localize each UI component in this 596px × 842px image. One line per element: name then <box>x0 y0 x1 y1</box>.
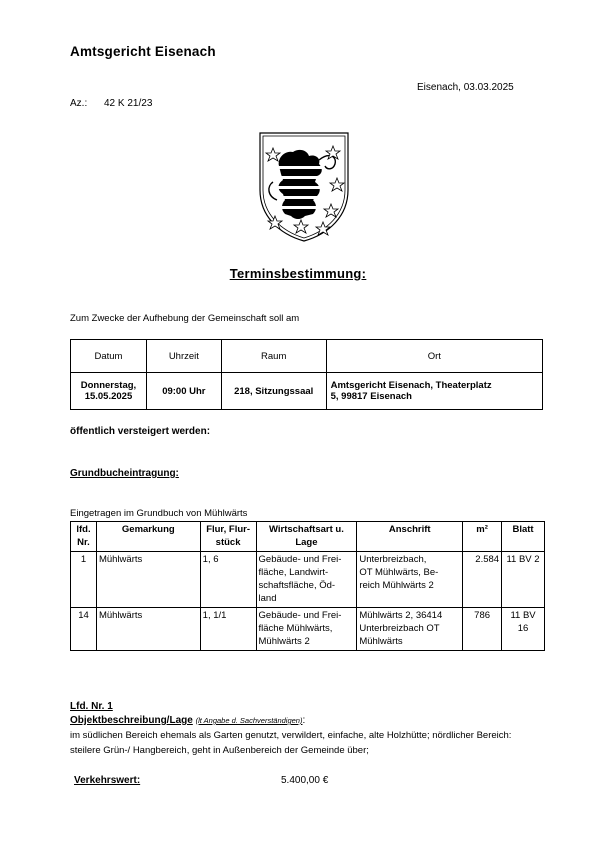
schedule-header-row <box>71 340 543 373</box>
parcel-blatt <box>502 607 545 650</box>
parcels-table <box>70 521 545 651</box>
registered-text: Eingetragen im Grundbuch von Mühlwärts <box>70 508 248 519</box>
schedule-date <box>71 373 147 410</box>
schedule-row <box>71 373 543 410</box>
coat-of-arms-icon <box>257 130 351 244</box>
grundbuch-heading: Grundbucheintragung: <box>70 468 179 479</box>
header-wirtschaftsart <box>256 522 357 552</box>
wirtschaftsart-line: fläche, Landwirt- <box>258 566 329 578</box>
schedule-place-line2: 5, 99817 Eisenach <box>330 391 412 402</box>
parcel-gemarkung: Mühlwärts <box>96 551 200 607</box>
header-blatt: Blatt <box>502 522 545 552</box>
header-flur <box>200 522 256 552</box>
wirtschaftsart-line: schaftsfläche, Öd- <box>258 580 336 592</box>
anschrift-line: Unterbreizbach, <box>359 553 427 565</box>
blatt-line: 11 BV 2 <box>506 553 540 565</box>
schedule-header-place: Ort <box>326 340 542 373</box>
parcel-blatt <box>502 551 545 607</box>
parcel-area: 2.584 <box>463 551 502 607</box>
lfd-heading: Lfd. Nr. 1 <box>70 701 113 712</box>
header-wirtschaftsart-line2: Lage <box>295 537 318 549</box>
parcels-header-row <box>71 522 545 552</box>
object-description-note: (lt Angabe d. Sachverständigen) <box>195 716 303 725</box>
schedule-header-date: Datum <box>71 340 147 373</box>
file-number: 42 K 21/23 <box>104 98 153 109</box>
blatt-line: 11 BV <box>510 609 536 621</box>
auction-text: öffentlich versteigert werden: <box>70 426 211 437</box>
parcel-wirtschaftsart <box>256 607 357 650</box>
parcel-wirtschaftsart <box>256 551 357 607</box>
object-description-title: Objektbeschreibung/Lage <box>70 715 193 726</box>
header-gemarkung: Gemarkung <box>96 522 200 552</box>
parcel-anschrift <box>357 607 463 650</box>
schedule-table <box>70 339 543 410</box>
parcel-nr: 14 <box>71 607 97 650</box>
schedule-date-day: 15.05.2025 <box>84 391 133 402</box>
object-description-heading <box>70 715 305 726</box>
anschrift-line: Mühlwärts 2, 36414 <box>359 609 443 621</box>
schedule-header-time: Uhrzeit <box>146 340 221 373</box>
blatt-line: 16 <box>517 623 529 635</box>
parcel-anschrift <box>357 551 463 607</box>
market-value-label: Verkehrswert: <box>74 775 141 786</box>
parcel-area: 786 <box>463 607 502 650</box>
anschrift-line: OT Mühlwärts, Be- <box>359 566 439 578</box>
object-description-colon: : <box>302 715 306 726</box>
wirtschaftsart-line: Mühlwärts 2 <box>258 636 310 648</box>
schedule-room: 218, Sitzungssaal <box>221 373 326 410</box>
parcel-flur: 1, 1/1 <box>200 607 256 650</box>
header-flur-line2: stück <box>215 537 241 549</box>
header-wirtschaftsart-line1: Wirtschaftsart u. <box>268 524 344 535</box>
wirtschaftsart-line: Gebäude- und Frei- <box>258 553 342 565</box>
header-nr-line2: Nr. <box>77 537 90 549</box>
header-nr-line1: lfd. <box>76 524 91 535</box>
header-nr <box>71 522 97 552</box>
file-number-label: Az.: <box>70 98 88 109</box>
parcel-row <box>71 607 545 650</box>
parcel-flur: 1, 6 <box>200 551 256 607</box>
schedule-time: 09:00 Uhr <box>146 373 221 410</box>
schedule-place <box>326 373 542 410</box>
header-flur-line1: Flur, Flur- <box>206 524 250 535</box>
object-description-text: im südlichen Bereich ehemals als Garten genutzt, verwildert, einfache, alte Holzhütte; nördlicher Bereich: steilere Grün-/ Hangbereich, geht in Außenbereich der Gemeinde über; <box>70 730 512 756</box>
anschrift-line: reich Mühlwärts 2 <box>359 580 434 592</box>
schedule-header-room: Raum <box>221 340 326 373</box>
place-date: Eisenach, 03.03.2025 <box>417 82 514 93</box>
intro-text: Zum Zwecke der Aufhebung der Gemeinschaft soll am <box>70 313 300 324</box>
header-anschrift: Anschrift <box>357 522 463 552</box>
market-value: 5.400,00 € <box>281 775 329 786</box>
parcel-nr: 1 <box>71 551 97 607</box>
parcel-row <box>71 551 545 607</box>
court-name: Amtsgericht Eisenach <box>70 44 216 59</box>
wirtschaftsart-line: fläche Mühlwärts, <box>258 623 333 635</box>
header-area: m² <box>463 522 502 552</box>
wirtschaftsart-line: land <box>258 593 277 605</box>
wirtschaftsart-line: Gebäude- und Frei- <box>258 609 342 621</box>
anschrift-line: Unterbreizbach OT <box>359 623 440 635</box>
schedule-date-weekday: Donnerstag, <box>80 380 137 391</box>
schedule-place-line1: Amtsgericht Eisenach, Theaterplatz <box>330 380 492 391</box>
anschrift-line: Mühlwärts <box>359 636 403 648</box>
page-title: Terminsbestimmung: <box>229 266 367 281</box>
parcel-gemarkung: Mühlwärts <box>96 607 200 650</box>
